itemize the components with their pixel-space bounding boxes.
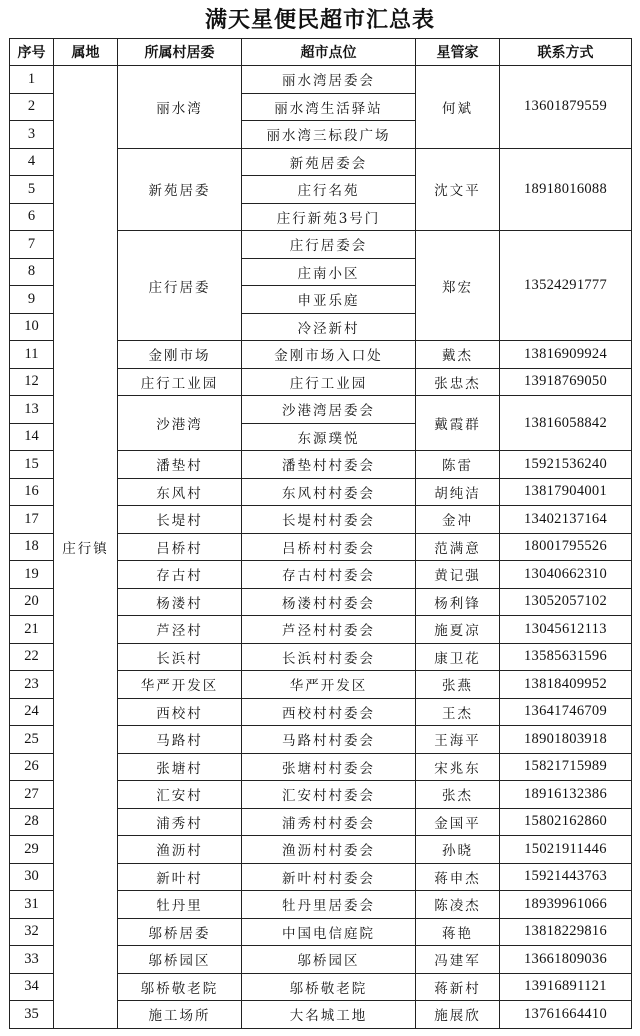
location-cell: 沙港湾居委会 bbox=[242, 396, 416, 424]
row-number: 18 bbox=[10, 533, 54, 561]
phone-cell: 18918016088 bbox=[500, 148, 632, 231]
location-cell: 新苑居委会 bbox=[242, 148, 416, 176]
location-cell: 东风村村委会 bbox=[242, 478, 416, 506]
village-cell: 沙港湾 bbox=[118, 396, 242, 451]
location-cell: 潘垫村村委会 bbox=[242, 451, 416, 479]
header-keeper: 星管家 bbox=[416, 39, 500, 66]
location-cell: 浦秀村村委会 bbox=[242, 808, 416, 836]
page-title: 满天星便民超市汇总表 bbox=[204, 8, 435, 33]
location-cell: 申亚乐庭 bbox=[242, 286, 416, 314]
row-number: 31 bbox=[10, 891, 54, 919]
row-number: 30 bbox=[10, 863, 54, 891]
row-number: 29 bbox=[10, 836, 54, 864]
keeper-cell: 戴杰 bbox=[416, 341, 500, 369]
keeper-cell: 施展欣 bbox=[416, 1001, 500, 1029]
phone-cell: 15921443763 bbox=[500, 863, 632, 891]
keeper-cell: 孙晓 bbox=[416, 836, 500, 864]
village-cell: 吕桥村 bbox=[118, 533, 242, 561]
location-cell: 丽水湾居委会 bbox=[242, 66, 416, 94]
location-cell: 长浜村村委会 bbox=[242, 643, 416, 671]
village-cell: 牡丹里 bbox=[118, 891, 242, 919]
row-number: 17 bbox=[10, 506, 54, 534]
row-number: 22 bbox=[10, 643, 54, 671]
location-cell: 东源璞悦 bbox=[242, 423, 416, 451]
village-cell: 存古村 bbox=[118, 561, 242, 589]
location-cell: 邬桥园区 bbox=[242, 946, 416, 974]
phone-cell: 13052057102 bbox=[500, 588, 632, 616]
header-location: 超市点位 bbox=[242, 39, 416, 66]
district-cell: 庄行镇 bbox=[54, 66, 118, 1029]
keeper-cell: 胡纯洁 bbox=[416, 478, 500, 506]
location-cell: 马路村村委会 bbox=[242, 726, 416, 754]
keeper-cell: 康卫花 bbox=[416, 643, 500, 671]
keeper-cell: 宋兆东 bbox=[416, 753, 500, 781]
row-number: 9 bbox=[10, 286, 54, 314]
phone-cell: 13817904001 bbox=[500, 478, 632, 506]
row-number: 20 bbox=[10, 588, 54, 616]
phone-cell: 13402137164 bbox=[500, 506, 632, 534]
keeper-cell: 金国平 bbox=[416, 808, 500, 836]
keeper-cell: 陈雷 bbox=[416, 451, 500, 479]
location-cell: 庄行名苑 bbox=[242, 176, 416, 204]
location-cell: 丽水湾生活驿站 bbox=[242, 93, 416, 121]
row-number: 14 bbox=[10, 423, 54, 451]
keeper-cell: 张杰 bbox=[416, 781, 500, 809]
village-cell: 西校村 bbox=[118, 698, 242, 726]
phone-cell: 13916891121 bbox=[500, 973, 632, 1001]
village-cell: 张塘村 bbox=[118, 753, 242, 781]
row-number: 24 bbox=[10, 698, 54, 726]
location-cell: 庄行工业园 bbox=[242, 368, 416, 396]
row-number: 27 bbox=[10, 781, 54, 809]
village-cell: 杨溇村 bbox=[118, 588, 242, 616]
location-cell: 牡丹里居委会 bbox=[242, 891, 416, 919]
location-cell: 华严开发区 bbox=[242, 671, 416, 699]
village-cell: 汇安村 bbox=[118, 781, 242, 809]
village-cell: 渔沥村 bbox=[118, 836, 242, 864]
village-cell: 长堤村 bbox=[118, 506, 242, 534]
keeper-cell: 蒋申杰 bbox=[416, 863, 500, 891]
header-row bbox=[10, 39, 632, 66]
phone-cell: 13040662310 bbox=[500, 561, 632, 589]
village-cell: 东风村 bbox=[118, 478, 242, 506]
location-cell: 金刚市场入口处 bbox=[242, 341, 416, 369]
supermarket-table bbox=[9, 38, 632, 1029]
keeper-cell: 王杰 bbox=[416, 698, 500, 726]
row-number: 13 bbox=[10, 396, 54, 424]
village-cell: 新苑居委 bbox=[118, 148, 242, 231]
row-number: 21 bbox=[10, 616, 54, 644]
location-cell: 渔沥村村委会 bbox=[242, 836, 416, 864]
row-number: 5 bbox=[10, 176, 54, 204]
row-number: 3 bbox=[10, 121, 54, 149]
keeper-cell: 金冲 bbox=[416, 506, 500, 534]
table-row bbox=[10, 66, 632, 94]
keeper-cell: 施夏凉 bbox=[416, 616, 500, 644]
location-cell: 张塘村村委会 bbox=[242, 753, 416, 781]
phone-cell: 13601879559 bbox=[500, 66, 632, 149]
row-number: 12 bbox=[10, 368, 54, 396]
keeper-cell: 郑宏 bbox=[416, 231, 500, 341]
phone-cell: 13641746709 bbox=[500, 698, 632, 726]
location-cell: 邬桥敬老院 bbox=[242, 973, 416, 1001]
row-number: 7 bbox=[10, 231, 54, 259]
keeper-cell: 蒋艳 bbox=[416, 918, 500, 946]
phone-cell: 18901803918 bbox=[500, 726, 632, 754]
location-cell: 新叶村村委会 bbox=[242, 863, 416, 891]
header-village: 所属村居委 bbox=[118, 39, 242, 66]
phone-cell: 13816058842 bbox=[500, 396, 632, 451]
row-number: 15 bbox=[10, 451, 54, 479]
location-cell: 西校村村委会 bbox=[242, 698, 416, 726]
row-number: 23 bbox=[10, 671, 54, 699]
village-cell: 浦秀村 bbox=[118, 808, 242, 836]
village-cell: 邬桥敬老院 bbox=[118, 973, 242, 1001]
phone-cell: 13045612113 bbox=[500, 616, 632, 644]
row-number: 28 bbox=[10, 808, 54, 836]
village-cell: 新叶村 bbox=[118, 863, 242, 891]
phone-cell: 18916132386 bbox=[500, 781, 632, 809]
village-cell: 庄行工业园 bbox=[118, 368, 242, 396]
keeper-cell: 陈凌杰 bbox=[416, 891, 500, 919]
phone-cell: 13818229816 bbox=[500, 918, 632, 946]
village-cell: 邬桥居委 bbox=[118, 918, 242, 946]
row-number: 6 bbox=[10, 203, 54, 231]
phone-cell: 15802162860 bbox=[500, 808, 632, 836]
phone-cell: 13918769050 bbox=[500, 368, 632, 396]
header-seq: 序号 bbox=[10, 39, 54, 66]
phone-cell: 15021911446 bbox=[500, 836, 632, 864]
keeper-cell: 戴霞群 bbox=[416, 396, 500, 451]
location-cell: 庄南小区 bbox=[242, 258, 416, 286]
village-cell: 华严开发区 bbox=[118, 671, 242, 699]
phone-cell: 13661809036 bbox=[500, 946, 632, 974]
row-number: 11 bbox=[10, 341, 54, 369]
keeper-cell: 张忠杰 bbox=[416, 368, 500, 396]
row-number: 33 bbox=[10, 946, 54, 974]
phone-cell: 13524291777 bbox=[500, 231, 632, 341]
village-cell: 金刚市场 bbox=[118, 341, 242, 369]
phone-cell: 13761664410 bbox=[500, 1001, 632, 1029]
keeper-cell: 冯建军 bbox=[416, 946, 500, 974]
village-cell: 邬桥园区 bbox=[118, 946, 242, 974]
phone-cell: 15921536240 bbox=[500, 451, 632, 479]
row-number: 10 bbox=[10, 313, 54, 341]
row-number: 1 bbox=[10, 66, 54, 94]
phone-cell: 13818409952 bbox=[500, 671, 632, 699]
village-cell: 庄行居委 bbox=[118, 231, 242, 341]
keeper-cell: 杨利锋 bbox=[416, 588, 500, 616]
location-cell: 汇安村村委会 bbox=[242, 781, 416, 809]
village-cell: 芦泾村 bbox=[118, 616, 242, 644]
row-number: 16 bbox=[10, 478, 54, 506]
row-number: 34 bbox=[10, 973, 54, 1001]
table-body bbox=[10, 66, 632, 1029]
keeper-cell: 何斌 bbox=[416, 66, 500, 149]
location-cell: 吕桥村村委会 bbox=[242, 533, 416, 561]
location-cell: 庄行居委会 bbox=[242, 231, 416, 259]
row-number: 19 bbox=[10, 561, 54, 589]
keeper-cell: 张燕 bbox=[416, 671, 500, 699]
keeper-cell: 黄记强 bbox=[416, 561, 500, 589]
location-cell: 冷泾新村 bbox=[242, 313, 416, 341]
keeper-cell: 范满意 bbox=[416, 533, 500, 561]
location-cell: 杨溇村村委会 bbox=[242, 588, 416, 616]
village-cell: 长浜村 bbox=[118, 643, 242, 671]
location-cell: 大名城工地 bbox=[242, 1001, 416, 1029]
phone-cell: 15821715989 bbox=[500, 753, 632, 781]
row-number: 2 bbox=[10, 93, 54, 121]
phone-cell: 18939961066 bbox=[500, 891, 632, 919]
phone-cell: 13816909924 bbox=[500, 341, 632, 369]
location-cell: 丽水湾三标段广场 bbox=[242, 121, 416, 149]
location-cell: 存古村村委会 bbox=[242, 561, 416, 589]
row-number: 32 bbox=[10, 918, 54, 946]
village-cell: 施工场所 bbox=[118, 1001, 242, 1029]
keeper-cell: 蒋新村 bbox=[416, 973, 500, 1001]
location-cell: 中国电信庭院 bbox=[242, 918, 416, 946]
keeper-cell: 王海平 bbox=[416, 726, 500, 754]
header-district: 属地 bbox=[54, 39, 118, 66]
row-number: 26 bbox=[10, 753, 54, 781]
row-number: 4 bbox=[10, 148, 54, 176]
phone-cell: 13585631596 bbox=[500, 643, 632, 671]
keeper-cell: 沈文平 bbox=[416, 148, 500, 231]
village-cell: 丽水湾 bbox=[118, 66, 242, 149]
header-contact: 联系方式 bbox=[500, 39, 632, 66]
location-cell: 庄行新苑3号门 bbox=[242, 203, 416, 231]
location-cell: 芦泾村村委会 bbox=[242, 616, 416, 644]
village-cell: 潘垫村 bbox=[118, 451, 242, 479]
village-cell: 马路村 bbox=[118, 726, 242, 754]
phone-cell: 18001795526 bbox=[500, 533, 632, 561]
row-number: 25 bbox=[10, 726, 54, 754]
row-number: 8 bbox=[10, 258, 54, 286]
row-number: 35 bbox=[10, 1001, 54, 1029]
location-cell: 长堤村村委会 bbox=[242, 506, 416, 534]
